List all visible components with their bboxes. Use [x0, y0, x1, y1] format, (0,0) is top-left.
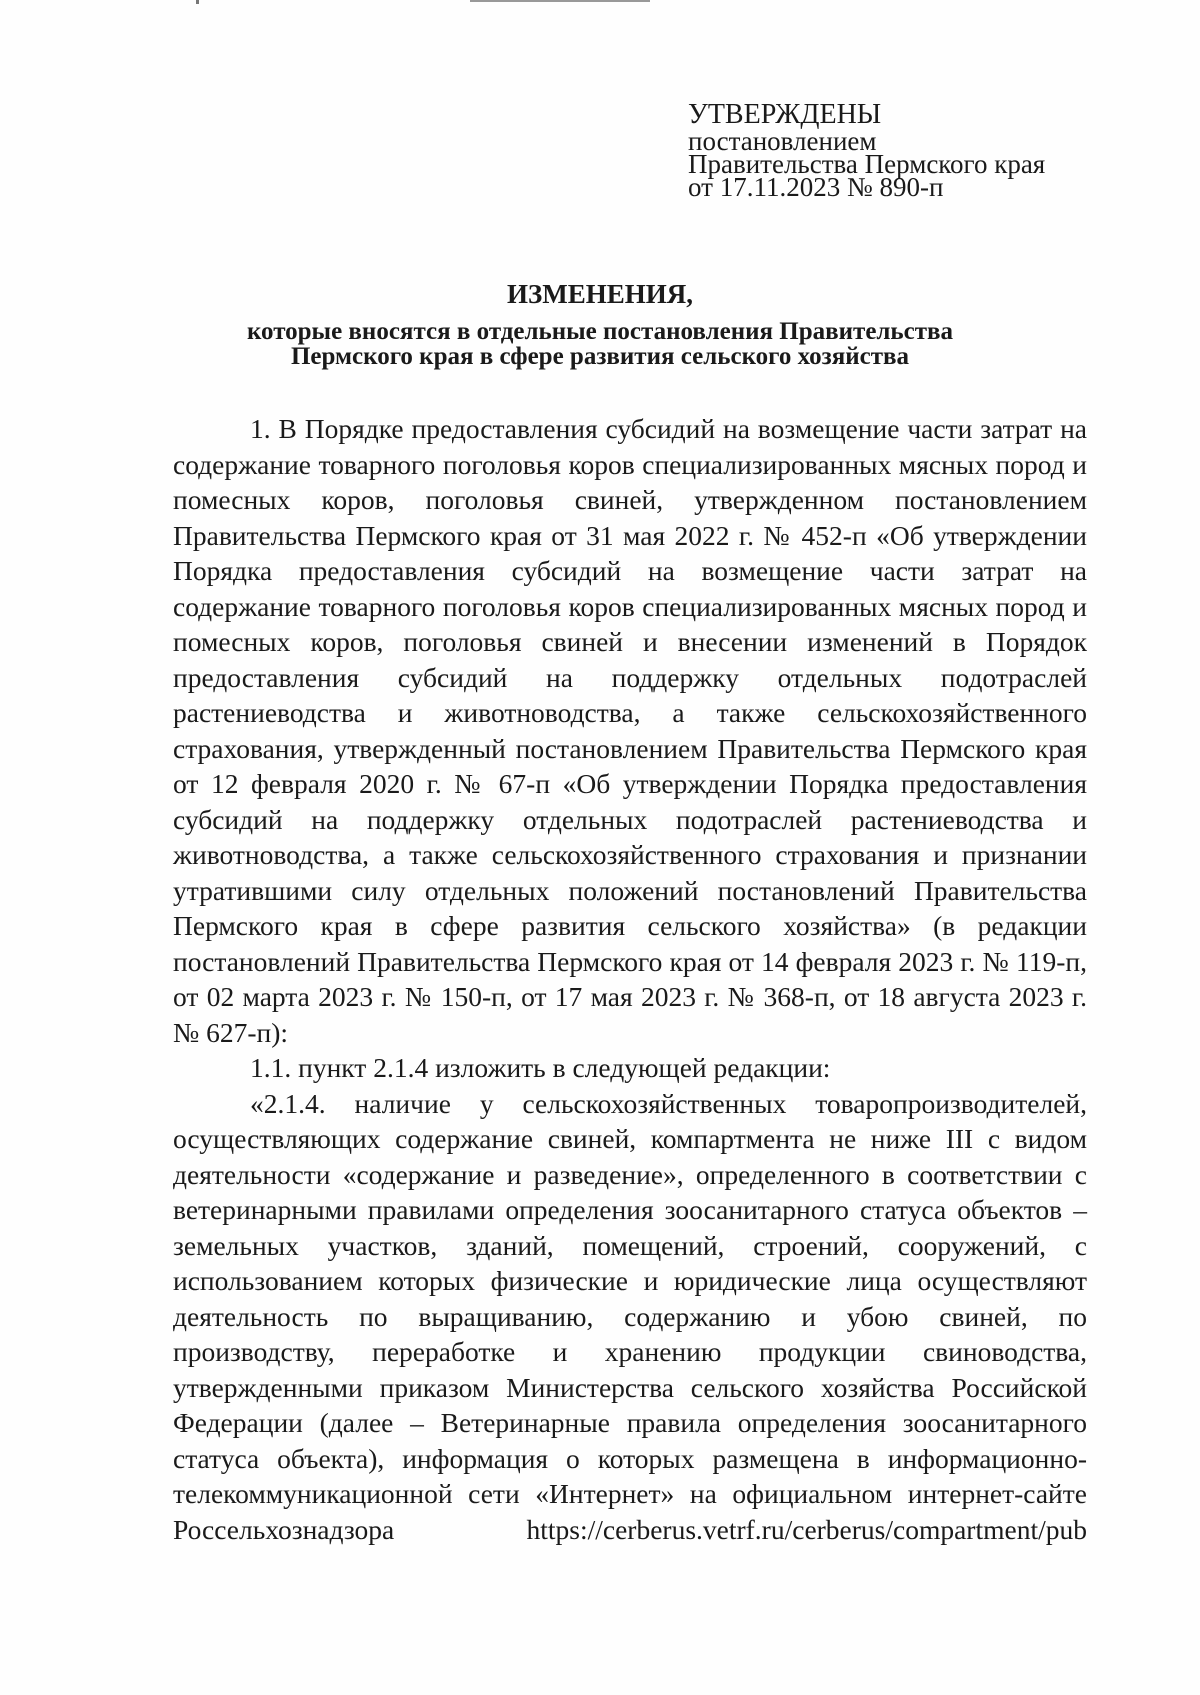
approval-line-1: постановлением — [688, 126, 877, 156]
document-body — [173, 411, 1087, 1547]
document-heading — [172, 276, 1028, 369]
scan-artifact-left — [196, 0, 199, 4]
subtitle-line-1: которые вносятся в отдельные постановления Правительства — [246, 318, 954, 345]
paragraph-1: 1. В Порядке предоставления субсидий на возмещение части затрат на содержание товарного поголовья коров специализированных мясных пород и помесных коров, поголовья свиней, утвержденном постановлением Правительства Пермского края от 31 мая 2022 г. № 452-п «Об утверждении Порядка предоставления субсидий на возмещение части затрат на содержание товарного поголовья коров специализированных мясных пород и помесных коров, поголовья свиней и внесении изменений в Порядок предоставления субсидий на поддержку отдельных подотраслей растениеводства и животноводства, а также сельскохозяйственного страхования, утвержденный постановлением Правительства Пермского края от 12 февраля 2020 г. № 67-п «Об утверждении Порядка предоставления субсидий на поддержку отдельных подотраслей растениеводства и животноводства, а также сельскохозяйственного страхования и признании утратившими силу отдельных положений постановлений Правительства Пермского края в сфере развития сельского хозяйства» (в редакции постановлений Правительства Пермского края от 14 февраля 2023 г. № 119-п, от 02 марта 2023 г. № 150-п, от 17 мая 2023 г. № 368-п, от 18 августа 2023 г. № 627-п): — [173, 413, 1087, 1048]
scan-artifact-top — [470, 0, 650, 2]
paragraph-3: «2.1.4. наличие у сельскохозяйственных товаропроизводителей, осуществляющих содержание свиней, компартмента не ниже III с видом деятельности «содержание и разведение», определенного в соответствии с ветеринарными правилами определения зоосанитарного статуса объектов – земельных участков, зданий, помещений, строений, сооружений, с использованием которых физические и юридические лица осуществляют деятельность по выращиванию, содержанию и убою свиней, по производству, переработке и хранению продукции свиноводства, утвержденными приказом Министерства сельского хозяйства Российской Федерации (далее – Ветеринарные правила определения зоосанитарного статуса объекта), информация о которых размещена в информационно-телекоммуникационной сети «Интернет» на официальном интернет-сайте Россельхознадзора https://cerberus.vetrf.ru/cerberus/compartment/pub — [173, 1087, 1087, 1545]
document-subtitle — [172, 319, 1028, 369]
document-title: ИЗМЕНЕНИЯ, — [506, 279, 693, 309]
approval-line-3: от 17.11.2023 № 890-п — [688, 172, 944, 202]
paragraph-2: 1.1. пункт 2.1.4 изложить в следующей редакции: — [250, 1052, 831, 1083]
approval-heading: УТВЕРЖДЕНЫ — [688, 99, 882, 130]
approval-stamp — [688, 99, 1046, 202]
approval-line-2: Правительства Пермского края — [688, 149, 1046, 179]
subtitle-line-2: Пермского края в сфере развития сельского хозяйства — [290, 343, 910, 370]
